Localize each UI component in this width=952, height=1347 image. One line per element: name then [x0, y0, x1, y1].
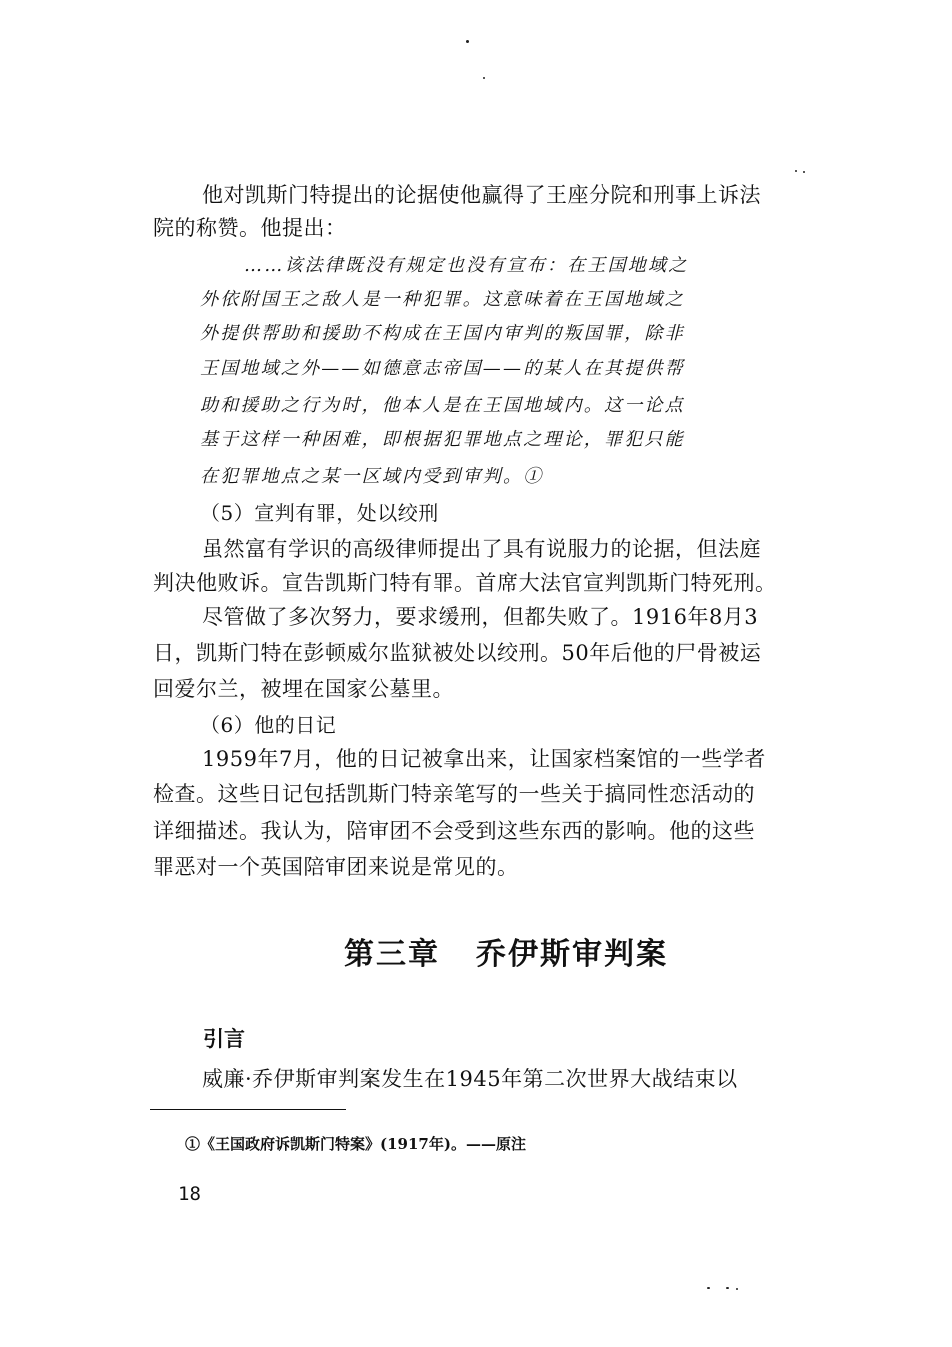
- paragraph-line: 详细描述。我认为，陪审团不会受到这些东西的影响。他的这些: [153, 819, 755, 843]
- paragraph-line: 1959年7月，他的日记被拿出来，让国家档案馆的一些学者: [202, 747, 766, 771]
- scan-speck: [736, 1288, 738, 1290]
- paragraph-line: 威廉·乔伊斯审判案发生在1945年第二次世界大战结束以: [202, 1067, 738, 1091]
- paragraph-line: 回爱尔兰，被埋在国家公墓里。: [153, 677, 454, 701]
- footnote-divider: [150, 1109, 346, 1110]
- scan-speck: [707, 1287, 710, 1289]
- paragraph-line: 日，凯斯门特在彭顿威尔监狱被处以绞刑。50年后他的尸骨被运: [153, 641, 762, 665]
- quote-line: 基于这样一种困难，即根据犯罪地点之理论，罪犯只能: [200, 429, 685, 450]
- scan-speck: [803, 171, 805, 173]
- section-heading: （6）他的日记: [200, 713, 337, 737]
- quote-line: 王国地域之外——如德意志帝国——的某人在其提供帮: [200, 358, 685, 379]
- paragraph-line: 检查。这些日记包括凯斯门特亲笔写的一些关于搞同性恋活动的: [153, 782, 755, 806]
- scan-speck: [483, 77, 485, 79]
- scan-speck: [466, 40, 469, 43]
- page-number: 18: [178, 1183, 201, 1205]
- quote-line: 助和援助之行为时，他本人是在王国地域内。这一论点: [200, 395, 685, 416]
- paragraph-line: 罪恶对一个英国陪审团来说是常见的。: [153, 855, 519, 879]
- intro-heading: 引言: [203, 1027, 245, 1051]
- quote-line: 在犯罪地点之某一区域内受到审判。①: [200, 466, 544, 487]
- footnote: ①《王国政府诉凯斯门特案》(1917年)。——原注: [185, 1135, 526, 1153]
- scan-speck: [726, 1287, 729, 1289]
- section-heading: （5）宣判有罪，处以绞刑: [200, 501, 439, 525]
- chapter-title: [344, 937, 668, 973]
- paragraph-line: 他对凯斯门特提出的论据使他赢得了王座分院和刑事上诉法: [202, 183, 761, 207]
- chapter-number: 第三章: [344, 937, 440, 972]
- paragraph-line: 虽然富有学识的高级律师提出了具有说服力的论据，但法庭: [202, 537, 761, 561]
- chapter-name: 乔伊斯审判案: [476, 937, 668, 972]
- quote-line: 外依附国王之敌人是一种犯罪。这意味着在王国地域之: [200, 289, 685, 310]
- scan-speck: [795, 170, 797, 172]
- quote-line: ……该法律既没有规定也没有宣布：在王国地域之: [244, 255, 689, 276]
- paragraph-line: 院的称赞。他提出：: [153, 216, 347, 240]
- paragraph-line: 判决他败诉。宣告凯斯门特有罪。首席大法官宣判凯斯门特死刑。: [153, 571, 777, 595]
- paragraph-line: 尽管做了多次努力，要求缓刑，但都失败了。1916年8月3: [202, 605, 759, 629]
- quote-line: 外提供帮助和援助不构成在王国内审判的叛国罪，除非: [200, 323, 685, 344]
